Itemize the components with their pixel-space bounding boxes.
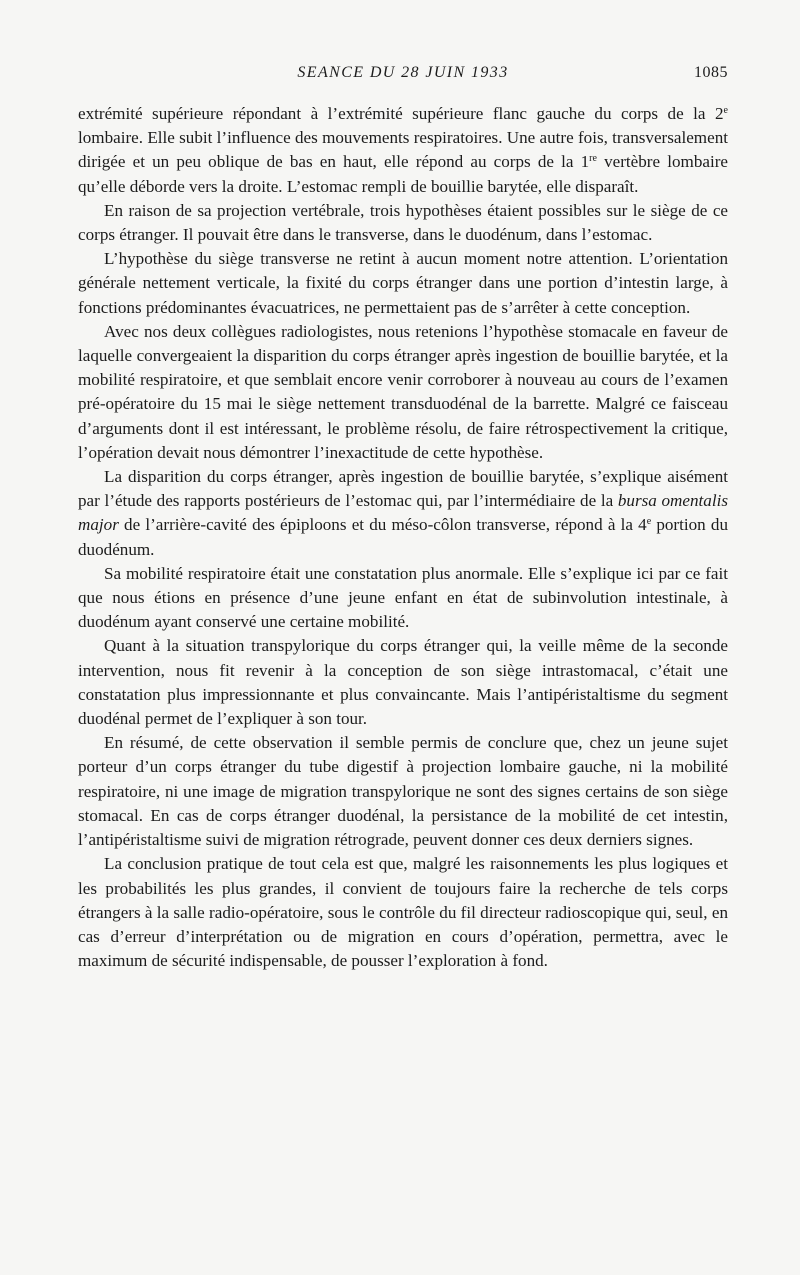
page-number: 1085 (694, 64, 728, 81)
text-run: vertèbre lombaire qu’elle déborde vers la droite. L’estomac rempli de bouillie barytée, elle disparaît. (78, 152, 728, 196)
text-run: Sa mobilité respiratoire était une constatation plus anormale. Elle s’explique ici par ce fait que nous étions en présence d’une jeune enfant en état de subinvolution intestinale, à duodénum ayant conservé une certaine mobilité. (78, 563, 728, 632)
paragraph (78, 320, 728, 465)
text-run: portion du duodénum. (78, 515, 728, 559)
paragraph (78, 199, 728, 247)
paragraph (78, 852, 728, 973)
text-run: Quant à la situation transpylorique du corps étranger qui, la veille même de la seconde intervention, nous fit revenir à la conception de son siège intrastomacal, c’était une constatation plus impressionnante et plus convaincante. Mais l’antipéristaltisme du segment duodénal permet de l’expliquer à son tour. (78, 636, 728, 729)
text-run: Avec nos deux collègues radiologistes, nous retenions l’hypothèse stomacale en faveur de laquelle convergeaient la disparition du corps étranger après ingestion de bouillie barytée, et la mobilité respiratoire, et que semblait encore venir corroborer à nouveau au cours de l’examen pré-opératoire du 15 mai le siège nettement transduodénal de la barrette. Malgré ce faisceau d’arguments dont il est intéressant, le problème résolu, de faire rétrospectivement la critique, l’opération devait nous démontrer l’inexactitude de cette hypothèse. (78, 321, 728, 462)
paragraph (78, 102, 728, 199)
running-title: SEANCE DU 28 JUIN 1933 (297, 64, 509, 81)
paragraph (78, 634, 728, 731)
text-run: extrémité supérieure répondant à l’extrémité supérieure flanc gauche du corps de la 2 (78, 104, 724, 123)
text-run: lombaire. Elle subit l’influence des mouvements respiratoires. Une autre fois, transversalement dirigée et un peu oblique de bas en haut, elle répond au corps de la 1 (78, 128, 728, 172)
text-run: La conclusion pratique de tout cela est que, malgré les raisonnements les plus logiques et les probabilités les plus grandes, il convient de toujours faire la recherche de tels corps étrangers à la salle radio-opératoire, sous le contrôle du fil directeur radioscopique qui, seul, en cas d’erreur d’interprétation ou de migration en cours d’opération, permettra, avec le maximum de sécurité indispensable, de pousser l’exploration à fond. (78, 854, 728, 971)
text-run: En résumé, de cette observation il semble permis de conclure que, chez un jeune sujet porteur d’un corps étranger du tube digestif à projection lombaire gauche, ni la mobilité respiratoire, ni une image de migration transpylorique ne sont des signes certains de son siège stomacal. En cas de corps étranger duodénal, la persistance de la mobilité de cet intestin, l’antipéristaltisme suivi de migration rétrograde, peuvent donner ces deux derniers signes. (78, 733, 728, 850)
page-header (78, 64, 728, 86)
italic-text: bursa omentalis major (78, 491, 728, 535)
text-run: de l’arrière-cavité des épiploons et du méso-côlon transverse, répond à la 4 (118, 515, 647, 535)
paragraph (78, 731, 728, 852)
paragraph (78, 562, 728, 635)
superscript: e (723, 105, 728, 116)
superscript: re (589, 153, 597, 165)
text-run: L’hypothèse du siège transverse ne retint à aucun moment notre attention. L’orientation générale nettement verticale, la fixité du corps étranger dans une portion d’intestin large, à fonctions prédominantes évacuatrices, ne permettaient pas de s’arrêter à cette conception. (78, 249, 728, 317)
body-text (78, 102, 728, 973)
paragraph (78, 247, 728, 320)
text-run: En raison de sa projection vertébrale, trois hypothèses étaient possibles sur le siège de ce corps étranger. Il pouvait être dans le transverse, dans le duodénum, dans l’estomac. (78, 200, 728, 245)
superscript: e (646, 516, 652, 528)
paragraph (78, 465, 728, 562)
text-run: La disparition du corps étranger, après ingestion de bouillie barytée, s’explique aisément par l’étude des rapports postérieurs de l’estomac qui, par l’intermédiaire de la (78, 467, 728, 511)
